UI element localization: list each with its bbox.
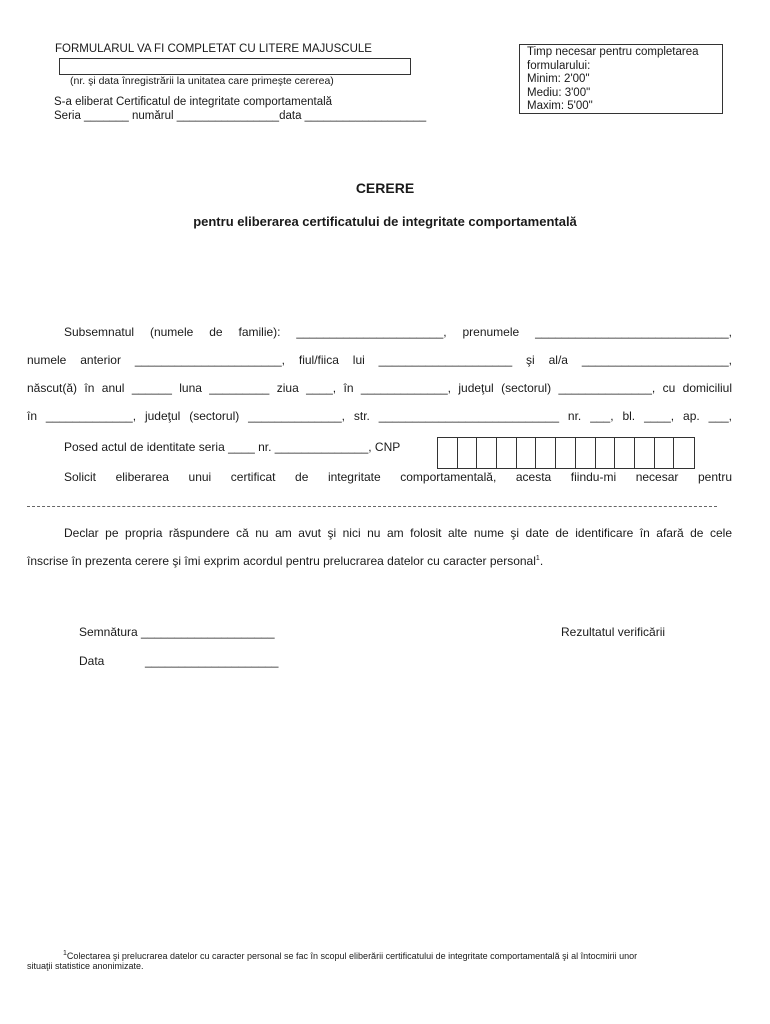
date-line[interactable]: ____________________: [145, 654, 279, 668]
cnp-digit[interactable]: [497, 438, 517, 468]
registration-box[interactable]: [59, 58, 411, 75]
cnp-digit[interactable]: [458, 438, 478, 468]
caps-note: FORMULARUL VA FI COMPLETAT CU LITERE MAJUSCULE: [55, 43, 372, 55]
consent-text: înscrise în prezenta cerere şi îmi exprim acordul pentru prelucrarea datelor cu caracter personal: [27, 554, 536, 568]
time-max: Maxim: 5'00": [527, 100, 593, 112]
line-declaration: Declar pe propria răspundere că nu am avut şi nici nu am folosit alte nume şi date de identificare în afară de cele: [64, 526, 732, 540]
cnp-digit[interactable]: [596, 438, 616, 468]
time-avg: Mediu: 3'00": [527, 86, 591, 99]
document-subtitle: pentru eliberarea certificatului de integritate comportamentală: [193, 214, 577, 229]
purpose-fill-line[interactable]: [27, 506, 717, 507]
time-required-box: [519, 44, 723, 114]
footnote-ref: 1: [535, 555, 540, 562]
cnp-boxes[interactable]: [437, 437, 695, 469]
issued-line: S-a eliberat Certificatul de integritate comportamentală: [54, 96, 333, 108]
footnote-line2: situaţii statistice anonimizate.: [27, 961, 144, 971]
cnp-digit[interactable]: [615, 438, 635, 468]
line-birth[interactable]: născut(ă) în anul ______ luna _________ ziua ____, în _____________, judeţul (sectorul) ______________, cu domiciliul: [27, 381, 732, 395]
cnp-digit[interactable]: [635, 438, 655, 468]
date-label: Data: [79, 654, 105, 668]
line-purpose: Solicit eliberarea unui certificat de integritate comportamentală, acesta fiindu-mi necesar pentru: [64, 470, 732, 484]
time-box-line1: Timp necesar pentru completarea: [527, 46, 699, 58]
time-box-line2: formularului:: [527, 59, 591, 72]
cnp-digit[interactable]: [536, 438, 556, 468]
line-surname[interactable]: Subsemnatul (numele de familie): ______________________, prenumele _____________________________,: [64, 325, 732, 339]
cnp-digit[interactable]: [477, 438, 497, 468]
document-title: CERERE: [355, 180, 415, 196]
series-line: Seria _______ numărul ________________data ___________________: [54, 110, 427, 122]
footnote-text: Colectarea şi prelucrarea datelor cu caracter personal se fac în scopul eliberării certificatului de integritate comportamentală şi al întocmirii unor: [66, 951, 638, 961]
signature-line[interactable]: Semnătura ____________________: [79, 625, 275, 639]
line-address[interactable]: în _____________, judeţul (sectorul) ______________, str. ___________________________ nr. ___, bl. ____, ap. ___,: [27, 409, 732, 423]
cnp-digit[interactable]: [655, 438, 675, 468]
cnp-digit[interactable]: [576, 438, 596, 468]
time-min: Minim: 2'00": [527, 73, 590, 85]
line-consent: [27, 554, 543, 568]
line-id-document[interactable]: Posed actul de identitate seria ____ nr. ______________, CNP: [64, 440, 401, 454]
cnp-digit[interactable]: [556, 438, 576, 468]
verification-result-label: Rezultatul verificării: [561, 625, 666, 639]
registration-note: (nr. şi data înregistrării la unitatea care primeşte cererea): [70, 75, 334, 87]
footnote-mark: 1: [63, 950, 67, 957]
cnp-digit[interactable]: [674, 438, 694, 468]
footnote-line1: [63, 948, 637, 962]
line-former-name[interactable]: numele anterior ______________________, fiul/fiica lui ____________________ şi al/a ______________________,: [27, 353, 732, 367]
cnp-digit[interactable]: [517, 438, 537, 468]
cnp-digit[interactable]: [438, 438, 458, 468]
consent-end: .: [539, 554, 544, 568]
